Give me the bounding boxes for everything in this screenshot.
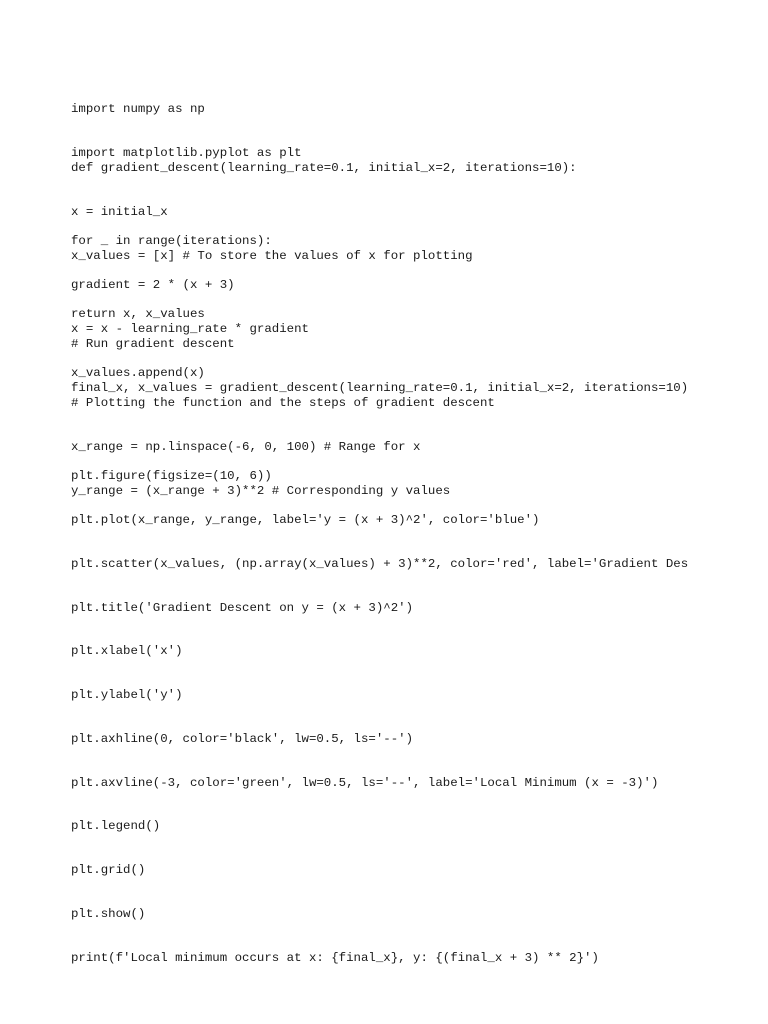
code-line: # Plotting the function and the steps of gradient descent (71, 396, 495, 411)
code-line: plt.ylabel('y') (71, 688, 183, 703)
code-line: plt.axvline(-3, color='green', lw=0.5, ls='--', label='Local Minimum (x = -3)') (71, 775, 659, 790)
code-line: plt.legend() (71, 819, 161, 834)
code-line: print(f'Local minimum occurs at x: {final_x}, y: {(final_x + 3) ** 2}') (71, 950, 599, 965)
code-line: plt.plot(x_range, y_range, label='y = (x + 3)^2', color='blue') (71, 512, 540, 527)
code-line: x = initial_x (71, 204, 168, 219)
code-line: plt.title('Gradient Descent on y = (x + 3)^2') (71, 600, 414, 615)
code-line: x_values = [x] # To store the values of x for plotting (71, 248, 473, 263)
code-line: return x, x_values (71, 307, 205, 322)
code-line: import matplotlib.pyplot as plt (71, 145, 302, 160)
code-line: plt.show() (71, 907, 146, 921)
code-line: x = x - learning_rate * gradient (71, 321, 309, 336)
code-line: # Run gradient descent (71, 337, 235, 352)
code-block-plotting (71, 440, 711, 995)
code-line: plt.xlabel('x') (71, 644, 183, 659)
code-line: def gradient_descent(learning_rate=0.1, initial_x=2, iterations=10): (71, 161, 577, 176)
code-line: plt.grid() (71, 863, 146, 878)
code-line: import numpy as np (71, 102, 205, 117)
code-line: final_x, x_values = gradient_descent(learning_rate=0.1, initial_x=2, iterations=10) (71, 380, 689, 395)
code-line: plt.axhline(0, color='black', lw=0.5, ls='--') (71, 731, 414, 746)
code-line: for _ in range(iterations): (71, 234, 272, 249)
code-line: x_range = np.linspace(-6, 0, 100) # Range for x (71, 439, 421, 454)
code-line: x_values.append(x) (71, 365, 205, 380)
code-line: plt.figure(figsize=(10, 6)) (71, 469, 272, 484)
code-line: plt.scatter(x_values, (np.array(x_values) + 3)**2, color='red', label='Gradient Des (71, 556, 689, 571)
code-line: gradient = 2 * (x + 3) (71, 277, 235, 292)
code-line: y_range = (x_range + 3)**2 # Corresponding y values (71, 483, 451, 498)
